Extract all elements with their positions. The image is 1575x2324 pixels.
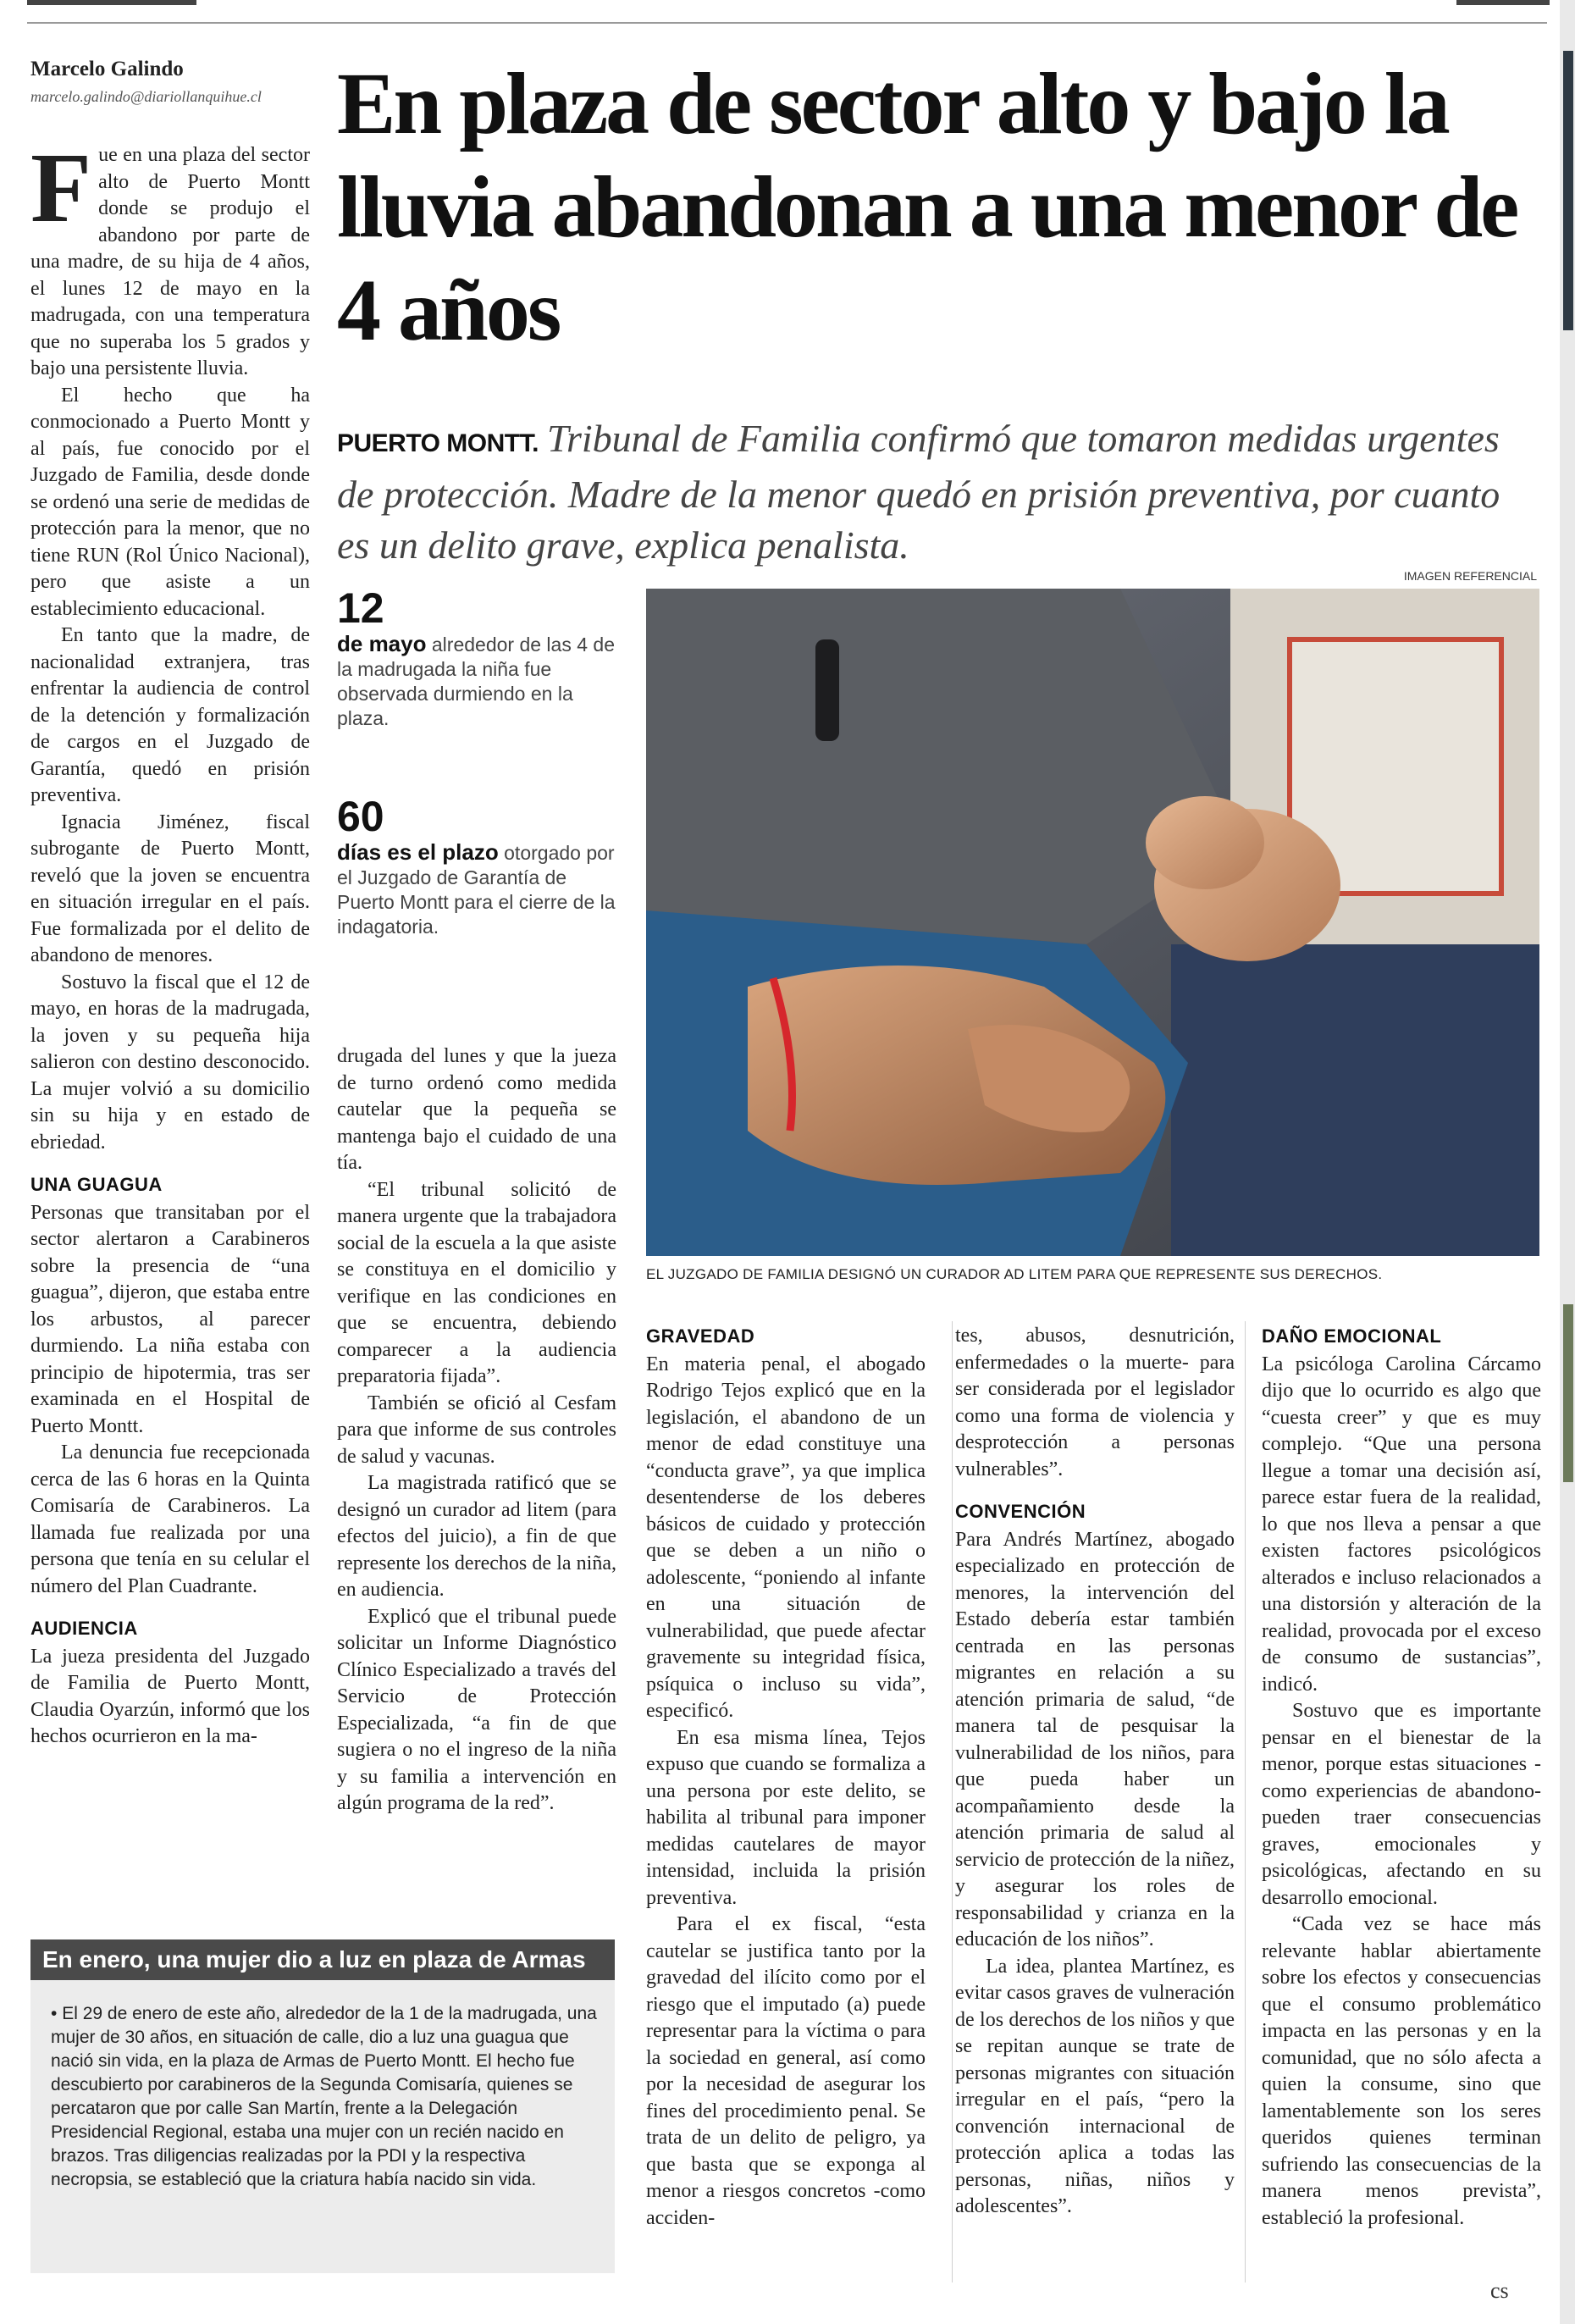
paragraph: “El tribunal solicitó de manera urgente que la trabajadora social de la escuela a la que asiste se constituya en el domicilio y verifique en las condiciones en que se encuentra, debiendo comparecer a la audiencia preparatoria fijada”. [337,1178,616,1387]
byline: Marcelo Galindo [30,58,184,80]
photo-credit: IMAGEN REFERENCIAL [1403,569,1537,583]
paragraph: Para el ex fiscal, “esta cautelar se justifica tanto por la gravedad del ilícito como por el riesgo que el imputado (a) puede representar para la víctima o para la sociedad en general, así como por la necesidad de asegurar los fines del procedimiento penal. Se trata de un delito de peligro, ya que basta que se exponga al menor a riesgos concretos -como acciden- [646,1913,926,2229]
top-rule [27,22,1547,24]
drop-cap: F [30,132,92,243]
article-photo [646,589,1539,1256]
subhead: CONVENCIÓN [955,1501,1086,1522]
adjacent-page-block [1563,51,1573,330]
paragraph: La magistrada ratificó que se designó un curador ad litem (para efectos del juicio), a fin de que represente los derechos de la niña, en audiencia. [337,1472,616,1601]
paragraph: Sostuvo que es importante pensar en el bienestar de la menor, porque estas situaciones -como experiencias de abandono- pueden traer consecuencias graves, emocionales y psicológicas, afectando en su desarrollo emocional. [1262,1700,1541,1909]
subhead: DAÑO EMOCIONAL [1262,1325,1442,1347]
adjacent-page-strip [1560,0,1575,2324]
paragraph: Personas que transitaban por el sector alertaron a Carabineros sobre la presencia de “una guagua”, dijeron, que estaba entre los arbustos, al parecer durmiendo. La niña estaba con principio de hipotermia, tras ser examinada en el Hospital de Puerto Montt. [30,1201,310,1437]
column-3 [646,1323,926,2232]
end-mark: cs [1490,2278,1509,2303]
paragraph: La jueza presidenta del Juzgado de Familia de Puerto Montt, Claudia Oyarzún, informó que los hechos ocurrieron en la ma- [30,1645,310,1747]
paragraph: En materia penal, el abogado Rodrigo Tejos explicó que en la legislación, el abandono de un menor de edad constituye una “conducta grave”, ya que implica desentenderse de los deberes básicos de cuidado y protección que se deben a un niño o adolescente, “poniendo al infante en una situación de vulnerabilidad, que puede afectar gravemente su integridad física, psíquica o incluso su vida”, especificó. [646,1353,926,1722]
column-rule [952,1321,953,2282]
bullet: • [51,2004,58,2023]
paragraph: En tanto que la madre, de nacionalidad extranjera, tras enfrentar la audiencia de control de la detención y formalización de cargos en el Juzgado de Garantía, quedó en prisión preventiva. [30,624,310,806]
column-2 [337,1043,616,1818]
top-mark-left [27,0,196,5]
top-mark-right [1456,0,1550,5]
photo-hands-illustration [646,589,1539,1256]
fact-box [337,584,616,731]
sidebar-body [30,1980,615,2273]
subhead: UNA GUAGUA [30,1174,163,1195]
fact-box [337,793,616,939]
paragraph: “Cada vez se hace más relevante hablar abiertamente sobre los efectos y consecuencias que el consumo problemático impacta en las personas y en la comunidad, que no sólo afecta a quien la consume, sino que lamentablemente son los seres queridos quienes terminan sufriendo las consecuencias de la manera menos prevista”, estableció la profesional. [1262,1913,1541,2229]
dek-kicker: PUERTO MONTT. [337,429,539,457]
paragraph: drugada del lunes y que la jueza de turno ordenó como medida cautelar que la pequeña se mantenga bajo el cuidado de una tía. [337,1045,616,1174]
paragraph: Sostuvo la fiscal que el 12 de mayo, en horas de la madrugada, la joven y su pequeña hija salieron con destino desconocido. La mujer volvió a su domicilio sin su hija y en estado de ebriedad. [30,971,310,1154]
dek-text: Tribunal de Familia confirmó que tomaron medidas urgentes de protección. Madre de la menor quedó en prisión preventiva, por cuanto es un delito grave, explica penalista. [337,417,1500,567]
fact-text: días es el plazo otorgado por el Juzgado de Garantía de Puerto Montt para el cierre de la indagatoria. [337,839,616,938]
paragraph: Para Andrés Martínez, abogado especializado en protección de menores, la intervención del Estado debería estar también centrada en las personas migrantes en relación a su atención primaria de salud, “de manera tal de pesquisar la vulnerabilidad de los niños, para que pueda haber un acompañamiento desde la atención primaria de salud al servicio de protección de la niñez, y asegurar los roles de responsabilidad y crianza en la educación de los niños”. [955,1528,1235,1951]
paragraph: Ignacia Jiménez, fiscal subrogante de Puerto Montt, reveló que la joven se encuentra en situación irregular en el país. Fue formalizada por el delito de abandono de menores. [30,811,310,966]
column-5 [1262,1323,1541,2232]
fact-number: 12 [337,584,384,632]
headline: En plaza de sector alto y bajo la lluvia abandonan a una menor de 4 años [337,55,1517,359]
column-4 [955,1323,1235,2221]
adjacent-page-image [1563,1304,1573,1482]
author-email[interactable]: marcelo.galindo@diariollanquihue.cl [30,88,262,105]
paragraph: tes, abusos, desnutrición, enfermedades o la muerte- para ser considerada por el legislador como una forma de violencia y desprotección a personas vulnerables”. [955,1325,1235,1480]
paragraph: El hecho que ha conmocionado a Puerto Montt y al país, fue conocido por el Juzgado de Familia, desde donde se ordenó una serie de medidas de protección para la menor, que no tiene RUN (Rol Único Nacional), pero que asiste a un establecimiento educacional. [30,384,310,620]
paragraph: En esa misma línea, Tejos expuso que cuando se formaliza a una persona por este delito, se habilita al tribunal para imponer medidas cautelares de mayor intensidad, incluida la prisión preventiva. [646,1726,926,1909]
paragraph: La psicóloga Carolina Cárcamo dijo que lo ocurrido es algo que “cuesta creer” y que es muy complejo. “Que una persona llegue a tomar una decisión así, parece estar fuera de la realidad, lo que nos lleva a pensar a que existen factores psicológicos alterados e incluso relacionados a una distorsión y alteración de la realidad, provocada por el exceso de consumo de sustancias”, indicó. [1262,1353,1541,1696]
photo-caption: EL JUZGADO DE FAMILIA DESIGNÓ UN CURADOR AD LITEM PARA QUE REPRESENTE SUS DERECHOS. [646,1266,1383,1282]
fact-text: de mayo alrededor de las 4 de la madrugada la niña fue observada durmiendo en la plaza. [337,631,615,729]
paragraph: La denuncia fue recepcionada cerca de las 6 horas en la Quinta Comisaría de Carabineros. La llamada fue realizada por una persona que tenía en su celular el número del Plan Cuadrante. [30,1441,310,1597]
dek [337,413,1539,571]
column-1 [30,132,310,1751]
sidebar-title: En enero, una mujer dio a luz en plaza de Armas [30,1939,615,1980]
subhead: AUDIENCIA [30,1618,138,1639]
subhead: GRAVEDAD [646,1325,755,1347]
fact-number: 60 [337,793,384,840]
paragraph: Fue en una plaza del sector alto de Puerto Montt donde se produjo el abandono por parte de una madre, de su hija de 4 años, el lunes 12 de mayo en la madrugada, con una temperatura que no superaba los 5 grados y bajo una persistente lluvia. [30,132,310,379]
sidebar-text: El 29 de enero de este año, alrededor de la 1 de la madrugada, una mujer de 30 años, en situación de calle, dio a luz una guagua que nació sin vida, en la plaza de Armas de Puerto Montt. El hecho fue descubierto por carabineros de la Segunda Comisaría, quienes se percataron que por calle San Martín, frente a la Delegación Presidencial Regional, estaba una mujer con un recién nacido en brazos. Tras diligencias realizadas por la PDI y la respectiva necropsia, se estableció que la criatura había nacido sin vida. [51,2004,597,2189]
paragraph: También se ofició al Cesfam para que informe de sus controles de salud y vacunas. [337,1392,616,1468]
paragraph: La idea, plantea Martínez, es evitar casos graves de vulneración de los derechos de los niños y que se repitan aunque se trate de personas migrantes con situación irregular en el país, “pero la convención internacional de protección aplica a todas las personas, niñas, niños y adolescentes”. [955,1955,1235,2217]
paragraph: Explicó que el tribunal puede solicitar un Informe Diagnóstico Clínico Especializado a través del Servicio de Protección Especializada, “a fin de que sugiera o no el ingreso de la niña y su familia a intervención en algún programa de la red”. [337,1605,616,1814]
column-rule [1245,1321,1246,2282]
